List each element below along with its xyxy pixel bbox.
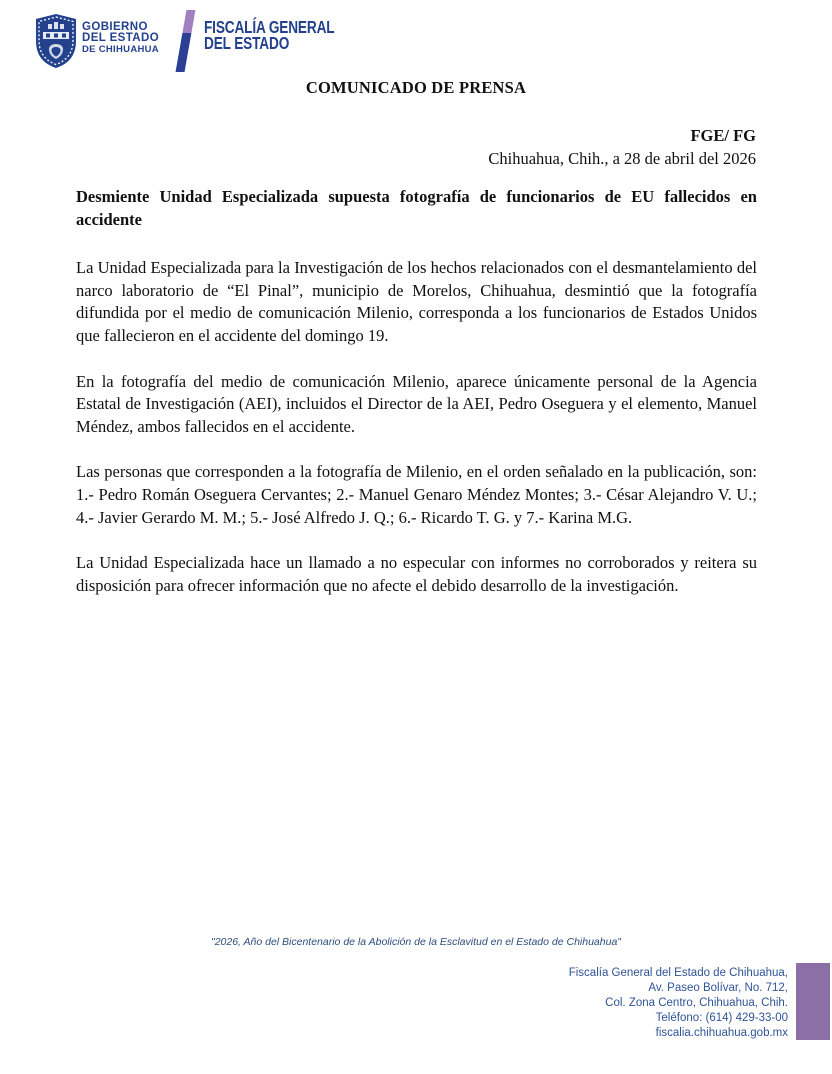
reference-code: FGE/ FG — [690, 126, 756, 145]
paragraph-2: En la fotografía del medio de comunicación Milenio, aparece únicamente personal de la Agencia Estatal de Investigación (AEI), incluidos el Director de la AEI, Pedro Oseguera y el elemento, Manuel Méndez, ambos fallecidos en el accidente. — [76, 371, 757, 436]
address-line-1: Fiscalía General del Estado de Chihuahua, — [568, 967, 788, 979]
footer-accent-bar — [796, 963, 830, 1040]
org-line-2: DEL ESTADO — [204, 32, 290, 53]
coat-of-arms-icon — [35, 13, 77, 69]
address-line-website: fiscalia.chihuahua.gob.mx — [655, 1027, 788, 1039]
gov-line-2: DEL ESTADO — [82, 32, 160, 44]
paragraph-1: La Unidad Especializada para la Investigación de los hechos relacionados con el desmantelamiento del narco laboratorio de “El Pinal”, municipio de Morelos, Chihuahua, desmintió que la fotografía difundida por el medio de comunicación Milenio, corresponda a los funcionarios de Estados Unidos que fallecieron en el accidente del domingo 19. — [76, 258, 757, 345]
gov-line-1: GOBIERNO — [82, 21, 148, 33]
fiscalia-wordmark — [204, 17, 335, 53]
commemorative-motto: "2026, Año del Bicentenario de la Abolición de la Esclavitud en el Estado de Chihuahua" — [210, 936, 622, 948]
press-release-headline: Desmiente Unidad Especializada supuesta fotografía de funcionarios de EU fallecidos en accidente — [76, 187, 757, 229]
org-line-1: FISCALÍA GENERAL — [204, 17, 335, 37]
address-line-phone: Teléfono: (614) 429-33-00 — [655, 1012, 788, 1024]
reference-block — [76, 124, 756, 170]
address-line-3: Col. Zona Centro, Chihuahua, Chih. — [605, 997, 788, 1009]
letterhead — [35, 10, 371, 72]
government-wordmark — [82, 22, 159, 55]
document-body — [76, 186, 757, 620]
dateline: Chihuahua, Chih., a 28 de abril del 2026 — [488, 149, 756, 168]
gov-line-3: DE CHIHUAHUA — [82, 44, 159, 55]
document-title: COMUNICADO DE PRENSA — [305, 78, 527, 97]
paragraph-4: La Unidad Especializada hace un llamado a no especular con informes no corroborados y reitera su disposición para ofrecer información que no afecte el debido desarrollo de la investigación. — [76, 553, 757, 595]
slash-divider-icon — [176, 10, 196, 72]
footer-address — [569, 966, 788, 1041]
address-line-2: Av. Paseo Bolívar, No. 712, — [648, 982, 788, 994]
paragraph-3: Las personas que corresponden a la fotografía de Milenio, en el orden señalado en la publicación, son: 1.- Pedro Román Oseguera Cervantes; 2.- Manuel Genaro Méndez Montes; 3.- César Alejandro V. U.; 4.- Javier Gerardo M. M.; 5.- José Alfredo J. Q.; 6.- Ricardo T. G. y 7.- Karina M.G. — [76, 462, 757, 527]
